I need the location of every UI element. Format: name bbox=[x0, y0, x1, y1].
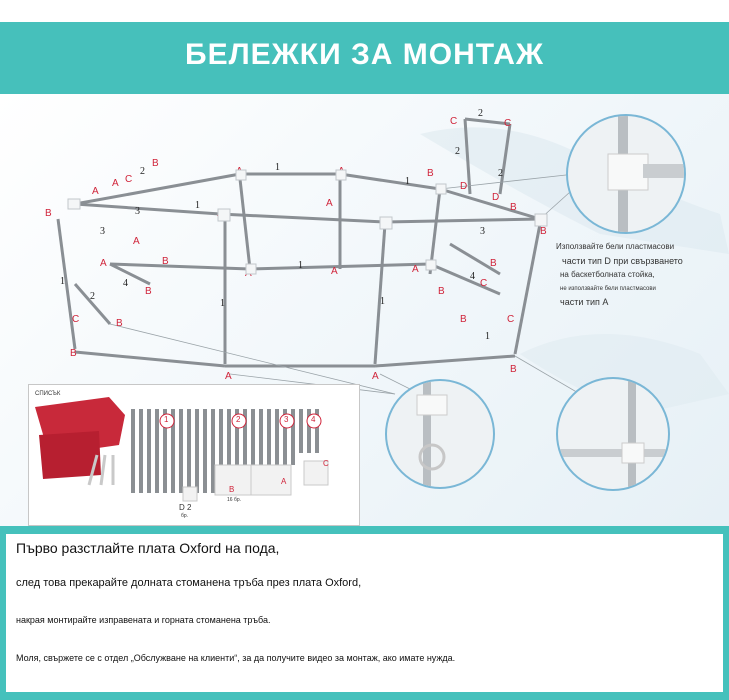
svg-text:2: 2 bbox=[455, 146, 460, 157]
svg-text:B: B bbox=[45, 208, 52, 219]
part-a-label: A bbox=[281, 477, 287, 486]
svg-text:C: C bbox=[480, 278, 488, 289]
svg-text:B: B bbox=[152, 158, 159, 169]
svg-text:2: 2 bbox=[90, 291, 95, 302]
svg-text:4: 4 bbox=[470, 271, 475, 282]
parts-list-panel bbox=[28, 384, 360, 526]
svg-text:1: 1 bbox=[298, 260, 303, 271]
svg-text:B: B bbox=[460, 314, 467, 325]
svg-text:A: A bbox=[372, 371, 379, 382]
svg-text:3: 3 bbox=[100, 226, 105, 237]
svg-text:4: 4 bbox=[123, 278, 128, 289]
svg-text:B: B bbox=[427, 168, 434, 179]
svg-text:2: 2 bbox=[140, 166, 145, 177]
svg-text:1: 1 bbox=[405, 176, 410, 187]
svg-text:A: A bbox=[100, 258, 107, 269]
part-d-count: бр. bbox=[181, 513, 189, 519]
svg-text:1: 1 bbox=[195, 200, 200, 211]
svg-text:D: D bbox=[460, 181, 468, 192]
svg-text:B: B bbox=[162, 256, 169, 267]
svg-text:D: D bbox=[492, 192, 500, 203]
instruction-line-4: Моля, свържете се с отдел „Обслужване на клиенти“, за да получите видео за монтаж, ако имате нужда. bbox=[16, 653, 456, 663]
svg-text:C: C bbox=[125, 174, 133, 185]
page-title: БЕЛЕЖКИ ЗА МОНТАЖ bbox=[185, 38, 544, 71]
parts-list-svg bbox=[29, 385, 359, 525]
note-line-4: не използвайте бели пластмасови bbox=[560, 286, 656, 292]
svg-text:A: A bbox=[326, 198, 333, 209]
zoom-corner-svg bbox=[558, 379, 668, 489]
svg-text:A: A bbox=[412, 264, 419, 275]
svg-text:C: C bbox=[450, 116, 458, 127]
instructions-panel bbox=[6, 534, 723, 692]
parts-list-label: СПИСЪК bbox=[35, 391, 61, 397]
zoom-corner-connector bbox=[556, 377, 670, 491]
svg-text:1: 1 bbox=[60, 276, 65, 287]
zoom-top-svg bbox=[568, 116, 684, 232]
svg-text:B: B bbox=[116, 318, 123, 329]
svg-text:2: 2 bbox=[478, 108, 483, 119]
instruction-line-1: Първо разстлайте плата Oxford на пода, bbox=[16, 540, 280, 556]
svg-text:2: 2 bbox=[498, 168, 503, 179]
svg-text:C: C bbox=[72, 314, 80, 325]
note-line-5: части тип A bbox=[560, 297, 609, 307]
svg-text:1: 1 bbox=[380, 296, 385, 307]
svg-text:B: B bbox=[490, 258, 497, 269]
part-b-count: 16 бр. bbox=[227, 497, 241, 503]
top-margin bbox=[0, 0, 729, 22]
svg-text:A: A bbox=[225, 371, 232, 382]
svg-text:B: B bbox=[145, 286, 152, 297]
svg-text:A: A bbox=[112, 178, 119, 189]
instruction-line-3: накрая монтирайте изправената и горната стоманена тръба. bbox=[16, 615, 271, 625]
svg-text:A: A bbox=[133, 236, 140, 247]
svg-text:B: B bbox=[438, 286, 445, 297]
note-line-1: Използвайте бели пластмасови bbox=[556, 242, 675, 251]
svg-text:C: C bbox=[504, 118, 512, 129]
svg-text:1: 1 bbox=[485, 331, 490, 342]
svg-text:3: 3 bbox=[135, 206, 140, 217]
zoom-basket-connector bbox=[385, 379, 495, 489]
note-line-3: на баскетболната стойка, bbox=[560, 270, 655, 279]
svg-text:C: C bbox=[507, 314, 515, 325]
svg-text:B: B bbox=[510, 364, 517, 375]
svg-text:A: A bbox=[92, 186, 99, 197]
zoom-top-connector bbox=[566, 114, 686, 234]
svg-text:3: 3 bbox=[480, 226, 485, 237]
svg-text:1: 1 bbox=[220, 298, 225, 309]
svg-text:B: B bbox=[510, 202, 517, 213]
part-d-label: D 2 bbox=[179, 503, 192, 512]
zoom-basket-svg bbox=[387, 381, 493, 487]
part-b-label: B bbox=[229, 485, 235, 494]
svg-text:A: A bbox=[331, 266, 338, 277]
note-line-2: части тип D при свързването bbox=[562, 256, 683, 266]
pipe-label-1: 1 bbox=[164, 415, 169, 424]
instruction-line-2: след това прекарайте долната стоманена тръба през плата Oxford, bbox=[16, 577, 362, 589]
svg-text:B: B bbox=[540, 226, 547, 237]
pipe-label-2: 2 bbox=[236, 415, 241, 424]
part-c-label: C bbox=[323, 459, 329, 468]
pipe-label-4: 4 bbox=[311, 415, 316, 424]
svg-text:1: 1 bbox=[275, 162, 280, 173]
svg-text:B: B bbox=[70, 348, 77, 359]
pipe-label-3: 3 bbox=[284, 415, 289, 424]
